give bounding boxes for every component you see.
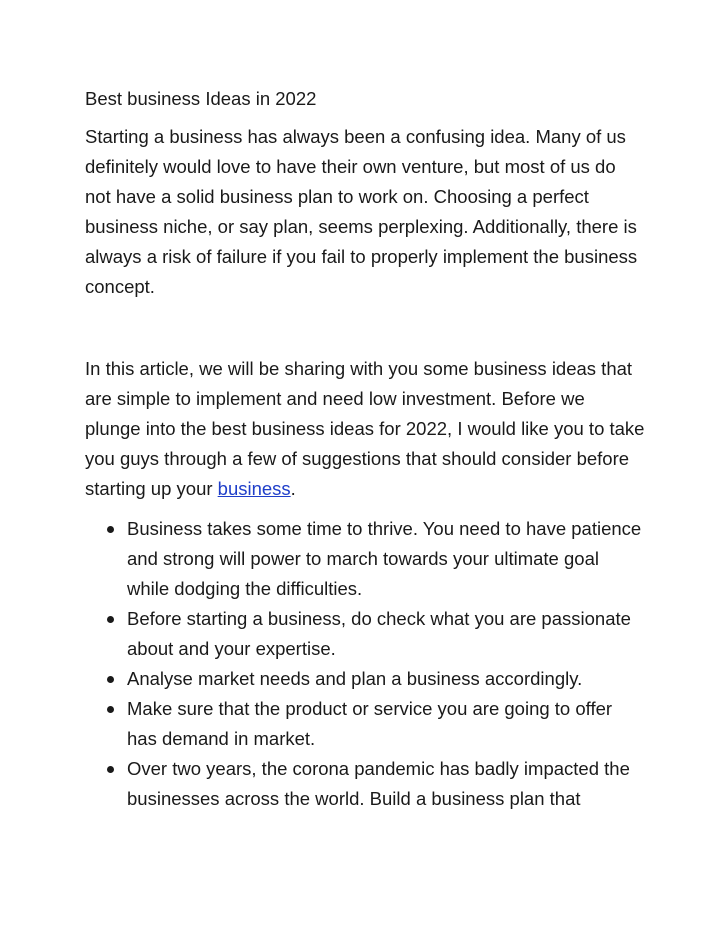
article-paragraph [85,354,645,504]
intro-paragraph: Starting a business has always been a confusing idea. Many of us definitely would love to have their own venture, but most of us do not have a solid business plan to work on. Choosing a perfect business niche, or say plan, seems perplexing. Additionally, there is always a risk of failure if you fail to properly implement the business concept. [85,126,638,297]
business-link[interactable]: business [217,478,291,499]
document-title: Best business Ideas in 2022 [85,88,317,109]
bullet-icon [107,766,114,773]
list-item-text: Business takes some time to thrive. You need to have patience and strong will power to march towards your ultimate goal while dodging the difficulties. [127,518,642,599]
list-item-text: Over two years, the corona pandemic has badly impacted the businesses across the world. Build a business plan that [127,758,630,809]
list-item-text: Before starting a business, do check what you are passionate about and your expertise. [127,608,631,659]
list-item [85,754,645,814]
bullet-icon [107,706,114,713]
bullet-icon [107,676,114,683]
bullet-icon [107,526,114,533]
article-paragraph-end: . [290,478,296,499]
document-content [85,86,645,814]
suggestions-list [85,514,645,814]
article-paragraph-text: In this article, we will be sharing with you some business ideas that are simple to implement and need low investment. Before we plunge into the best business ideas for 2022, I would like you to take you guys through a few of suggestions that should consider before starting up your [85,358,645,499]
list-item-text: Analyse market needs and plan a business accordingly. [127,668,583,689]
list-item [85,664,645,694]
list-item [85,694,645,754]
list-item [85,604,645,664]
list-item [85,514,645,604]
list-item-text: Make sure that the product or service you are going to offer has demand in market. [127,698,613,749]
bullet-icon [107,616,114,623]
